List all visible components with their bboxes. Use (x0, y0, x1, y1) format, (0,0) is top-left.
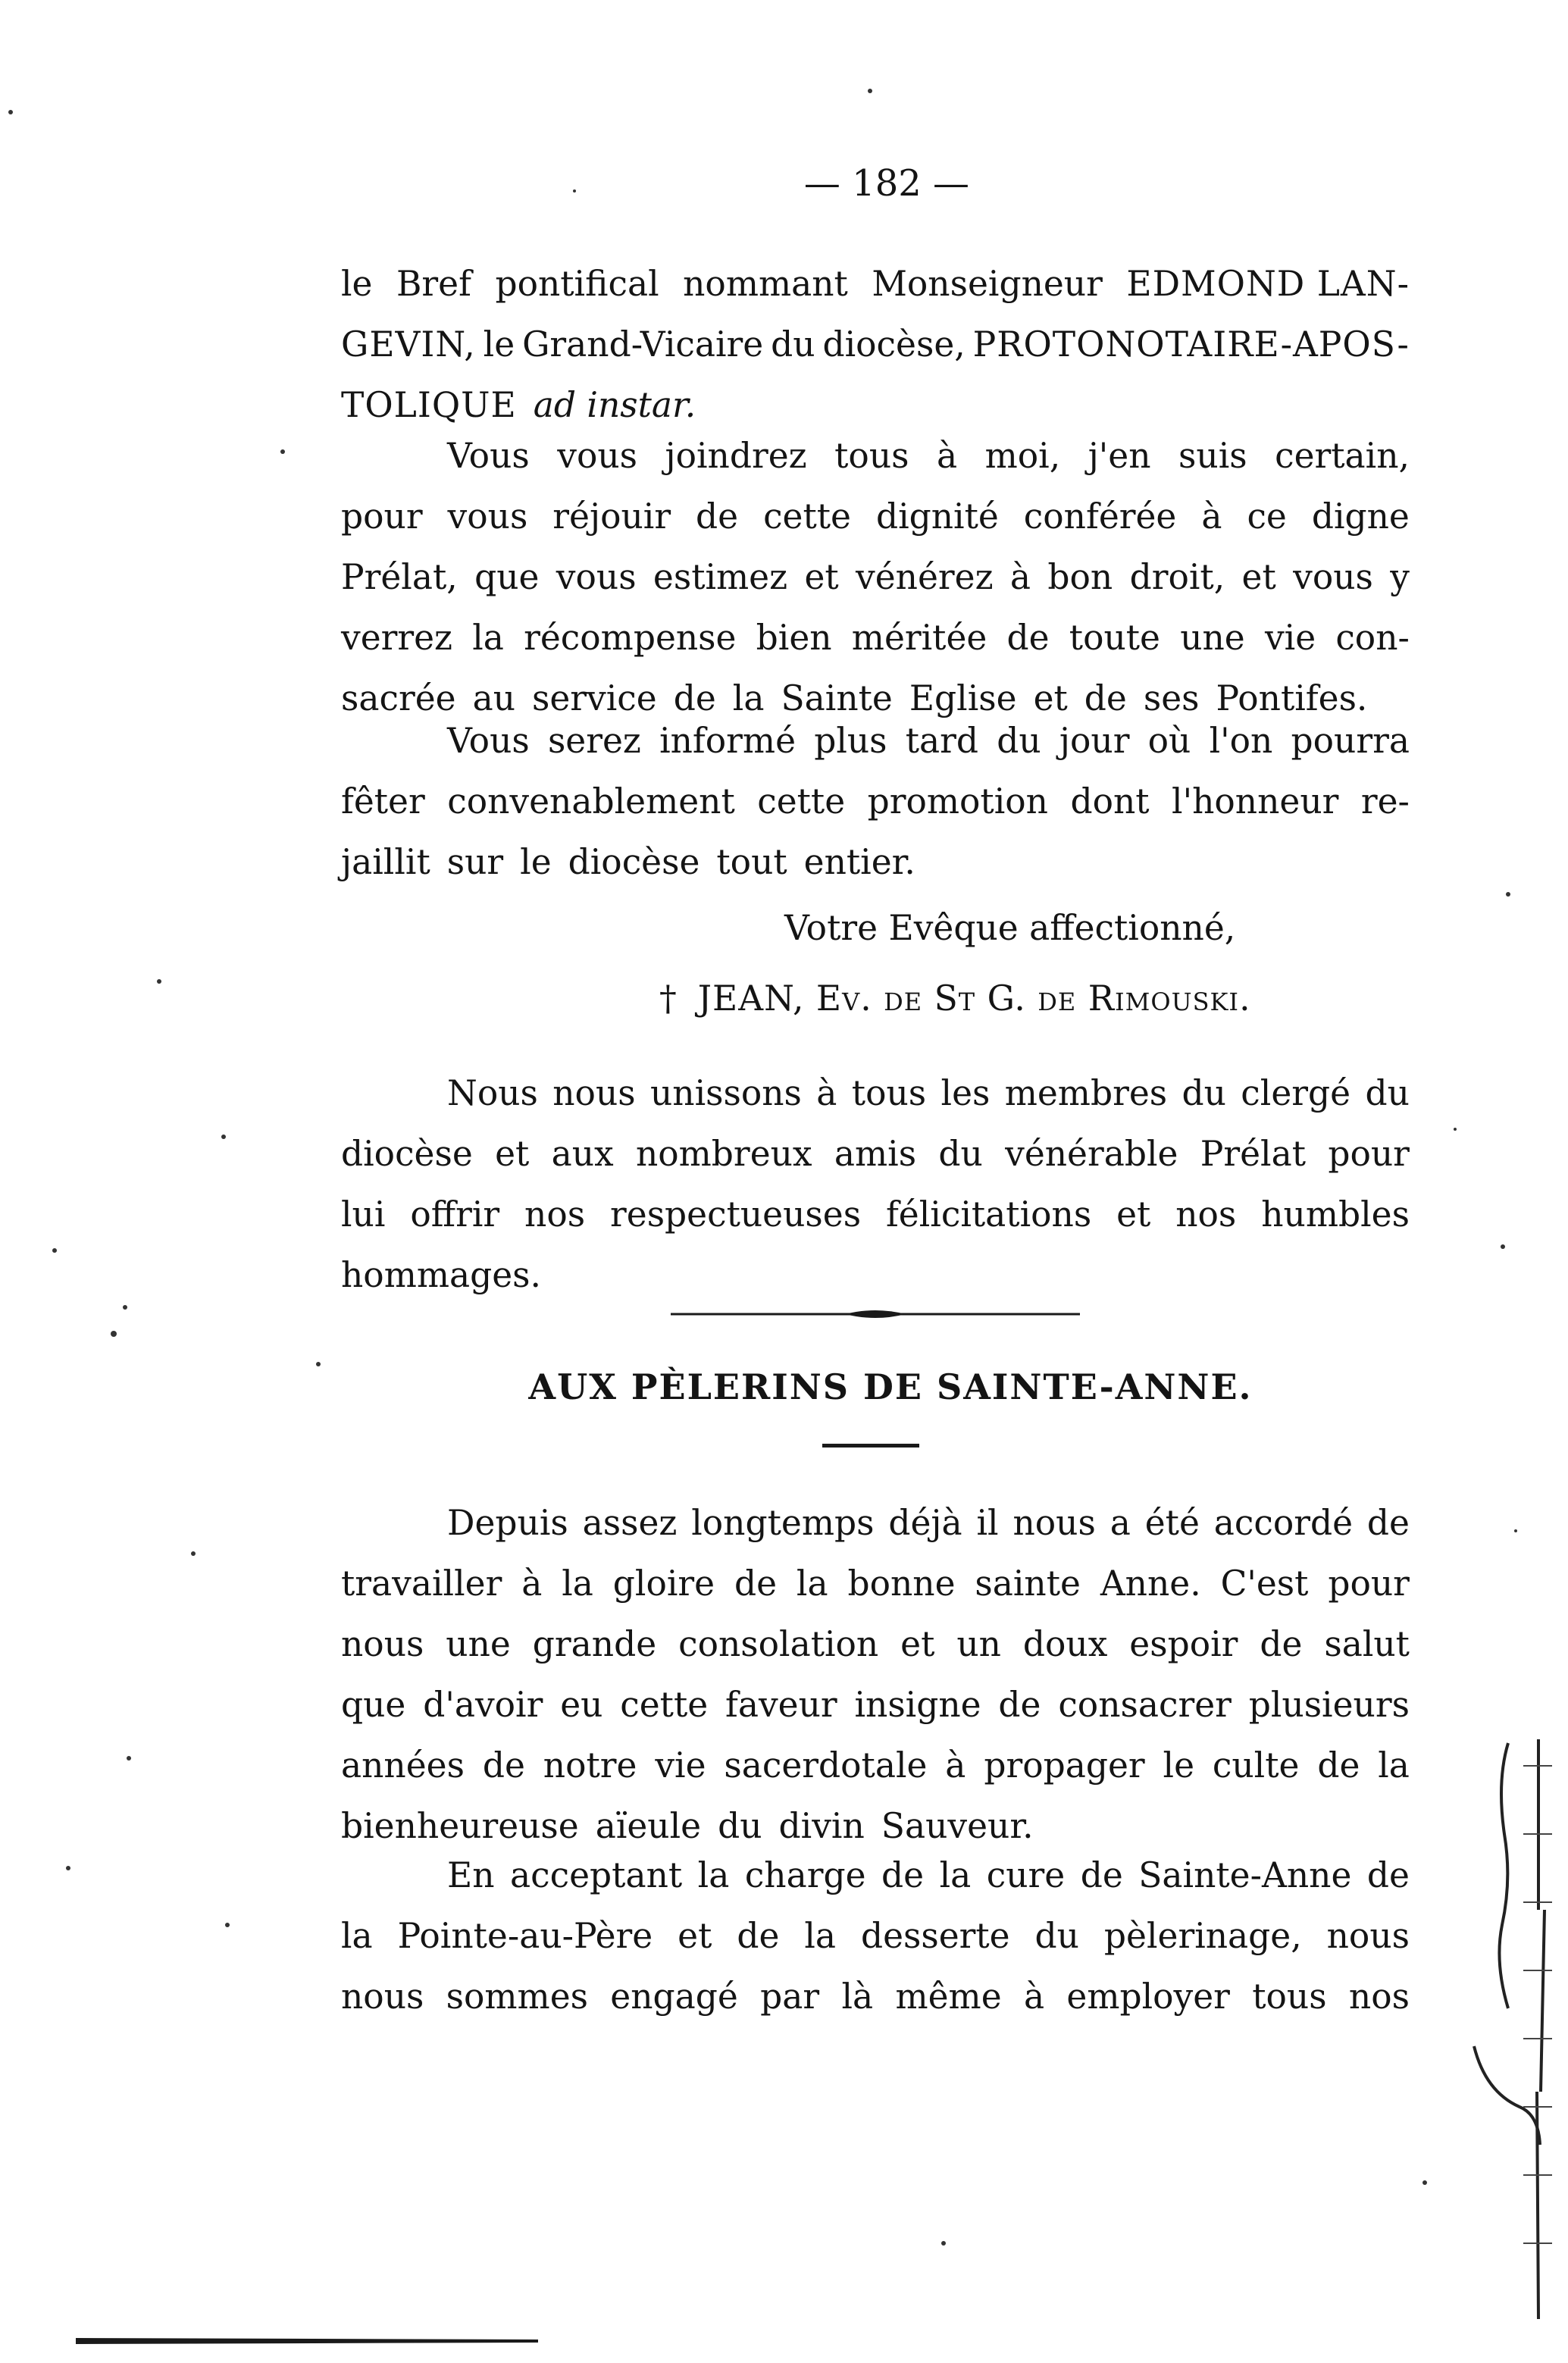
text-line: sacrée au service de la Sainte Eglise et de ses Pontifes. (341, 678, 1368, 718)
text-line: la Pointe-au-Père et de la desserte du pèlerinage, nous (341, 1916, 1410, 1956)
text-line: verrez la récompense bien méritée de toute une vie con- (341, 618, 1410, 658)
cross-symbol: † (659, 978, 677, 1019)
bottom-ink-smudge (76, 2336, 538, 2345)
text-line: Depuis assez longtemps déjà il nous a été accordé de (447, 1503, 1410, 1543)
text-line: bienheureuse aïeule du divin Sauveur. (341, 1806, 1034, 1846)
text-line: GEVIN, le Grand-Vicaire du diocèse, PROTONOTAIRE-APOS- (341, 324, 1410, 365)
text-line: TOLIQUE ad instar. (341, 385, 696, 425)
text-line: Vous serez informé plus tard du jour où l'on pourra (447, 721, 1410, 761)
text-line: fêter convenablement cette promotion dont l'honneur re- (341, 781, 1410, 822)
page-number: — 182 — (803, 162, 970, 205)
text-line: nous sommes engagé par là même à employer tous nos (341, 1976, 1410, 2017)
text-line: que d'avoir eu cette faveur insigne de consacrer plusieurs (341, 1685, 1410, 1725)
text-line: pour vous réjouir de cette dignité conférée à ce digne (341, 496, 1410, 537)
text-line: nous une grande consolation et un doux espoir de salut (341, 1624, 1410, 1664)
text-line: Nous nous unissons à tous les membres du clergé du (447, 1073, 1410, 1113)
letter-closing: Votre Evêque affectionné, (784, 908, 1236, 948)
text-line: années de notre vie sacerdotale à propager le culte de la (341, 1745, 1410, 1786)
section-heading: AUX PÈLERINS DE SAINTE-ANNE. (528, 1366, 1253, 1407)
text-line: lui offrir nos respectueuses félicitations et nos humbles (341, 1194, 1410, 1235)
text-line: Prélat, que vous estimez et vénérez à bon droit, et vous y (341, 557, 1410, 597)
text-line: hommages. (341, 1255, 541, 1295)
text-line: En acceptant la charge de la cure de Sainte-Anne de (447, 1855, 1410, 1895)
text-line: diocèse et aux nombreux amis du vénérable Prélat pour (341, 1134, 1410, 1174)
text-line: le Bref pontifical nommant Monseigneur EDMOND LAN- (341, 264, 1410, 304)
text-line: jaillit sur le diocèse tout entier. (341, 842, 915, 882)
signature-text: JEAN, Ev. de St G. de Rimouski. (697, 978, 1251, 1019)
text-line: Vous vous joindrez tous à moi, j'en suis certain, (447, 436, 1410, 476)
text-line: travailler à la gloire de la bonne sainte Anne. C'est pour (341, 1563, 1410, 1604)
